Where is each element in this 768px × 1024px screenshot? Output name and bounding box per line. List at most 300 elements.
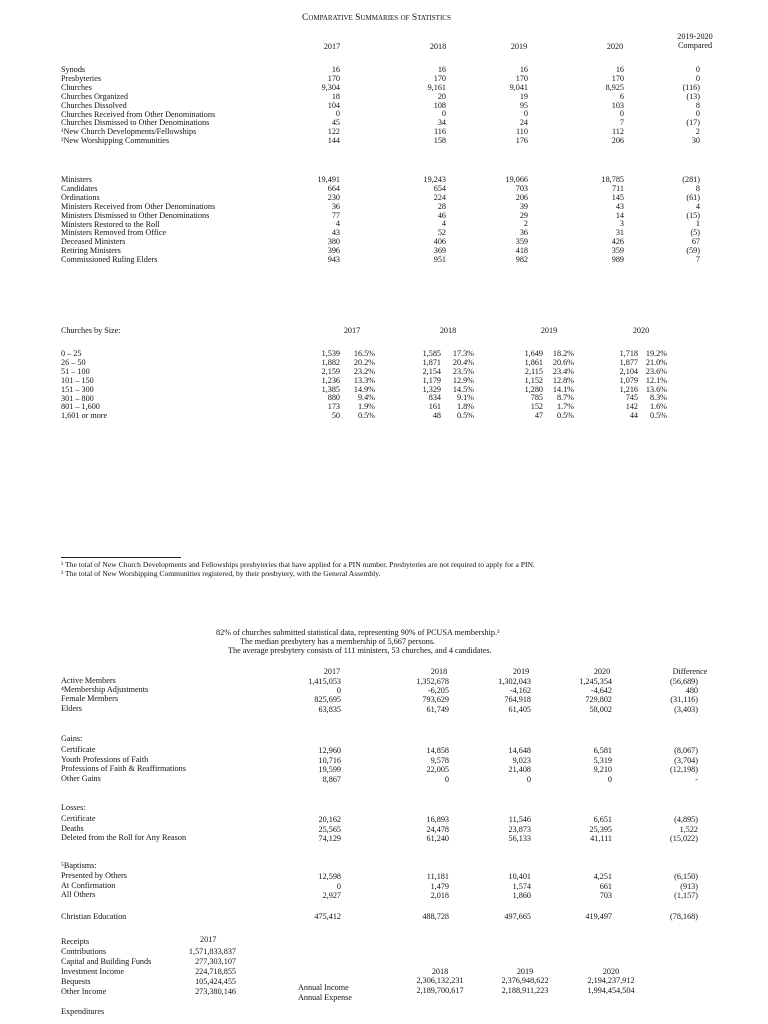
mem-col bbox=[628, 815, 698, 844]
stats-col-cell: 9,041 bbox=[509, 82, 528, 92]
mem-col bbox=[461, 872, 531, 901]
size-count-col-cell: 1,649 bbox=[524, 349, 543, 358]
stats-col-cell: 52 bbox=[437, 228, 446, 238]
stats-col-cell: 67 bbox=[691, 237, 700, 247]
size-count-col-cell: 1,236 bbox=[321, 375, 340, 385]
stats-col-cell: 0 bbox=[523, 109, 528, 119]
mem-row-label bbox=[61, 815, 257, 824]
stats-col-cell: 943 bbox=[327, 255, 340, 265]
stats-row-label bbox=[61, 212, 257, 221]
size-row-label bbox=[61, 395, 295, 404]
size-count-col-cell: 50 bbox=[331, 411, 340, 421]
stats-col-cell: 0 bbox=[695, 65, 700, 74]
stats-col-cell: 19,491 bbox=[317, 175, 340, 184]
mem-col-cell: 8,867 bbox=[322, 774, 341, 784]
stats-row-label-text: Ministers Removed from Office bbox=[61, 229, 167, 238]
size-pct-col-cell: 16.5% bbox=[353, 349, 375, 358]
stats-row-label bbox=[61, 229, 257, 238]
stats-col-cell: (5) bbox=[690, 228, 700, 238]
size-row-label-text: 1,601 or more bbox=[61, 412, 108, 421]
size-pct-col-cell: 13.6% bbox=[645, 384, 667, 394]
summary-line-3: The average presbytery consists of 111 ministers, 53 churches, and 4 candidates. bbox=[228, 646, 492, 655]
stats-row-label bbox=[61, 185, 257, 194]
mem-col bbox=[542, 872, 612, 901]
receipt-value: 224,718,855 bbox=[195, 967, 236, 976]
size-pct-col-cell: 9.4% bbox=[357, 393, 375, 403]
size-count-col-cell: 1,280 bbox=[524, 384, 543, 394]
annual-cell: 2,306,132,231 bbox=[416, 976, 464, 985]
size-pct-col-cell: 12.8% bbox=[552, 375, 574, 385]
receipt-label: Investment Income bbox=[61, 967, 124, 976]
stats-col-cell: 18,785 bbox=[601, 175, 624, 184]
mem-col-cell: - bbox=[695, 774, 698, 784]
stats-col-cell: 426 bbox=[611, 237, 624, 247]
stats-compared-header: Compared bbox=[677, 41, 713, 50]
size-count-col-cell: 1,877 bbox=[619, 357, 638, 367]
mem-col bbox=[379, 677, 449, 714]
size-pct-col-cell: 14.1% bbox=[552, 384, 574, 394]
annual-cell: 2,376,948,622 bbox=[501, 976, 549, 985]
size-count-col-cell: 173 bbox=[327, 402, 340, 412]
size-pct-col-cell: 23.2% bbox=[353, 366, 375, 376]
stats-col-cell: 8,925 bbox=[605, 82, 624, 92]
mem-col-cell: 12,960 bbox=[318, 746, 341, 755]
annual-cell: 1,994,454,504 bbox=[587, 986, 635, 995]
mem-col-cell: 41,111 bbox=[590, 834, 612, 844]
mem-row-label bbox=[61, 746, 257, 755]
stats-col-cell: 36 bbox=[519, 228, 528, 238]
mem-col-cell: 56,133 bbox=[508, 834, 531, 844]
stats-col-cell: 380 bbox=[327, 237, 340, 247]
stats-col-cell: 158 bbox=[433, 136, 446, 146]
mem-row-label bbox=[61, 695, 257, 704]
size-count-col-cell: 1,871 bbox=[422, 357, 441, 367]
size-count-col-cell: 152 bbox=[530, 402, 543, 412]
annual-cell: 2,189,700,617 bbox=[416, 986, 464, 995]
stats-row-label-text: Ministers Restored to the Roll bbox=[61, 220, 160, 229]
summary-line-2: The median presbytery has a membership of 5,667 persons. bbox=[240, 637, 436, 646]
mem-col-cell: (6,150) bbox=[674, 872, 698, 881]
size-pct-col-cell: 8.7% bbox=[556, 393, 574, 403]
receipt-label: Capital and Building Funds bbox=[61, 957, 152, 966]
mem-col bbox=[379, 746, 449, 784]
mem-col bbox=[379, 872, 449, 901]
mem-row-label-text: Certificate bbox=[61, 746, 96, 754]
size-count-col-cell: 834 bbox=[428, 393, 441, 403]
stats-col-cell: 19 bbox=[519, 91, 528, 101]
mem-row-label-text: All Others bbox=[61, 891, 96, 900]
mem-row-label bbox=[61, 705, 257, 714]
mem-row-label bbox=[61, 872, 257, 881]
mem-col-cell: 2,018 bbox=[430, 891, 449, 901]
mem-row-label-text: Other Gains bbox=[61, 774, 101, 783]
stats-row-label-text: Ministers Received from Other Denominations bbox=[61, 202, 216, 211]
stats-col-cell: 989 bbox=[611, 255, 624, 265]
stats-col-cell: 4 bbox=[335, 219, 340, 229]
size-count-col-cell: 1,152 bbox=[524, 375, 543, 385]
stats-col-cell: 2 bbox=[523, 219, 528, 229]
mem-col bbox=[271, 746, 341, 784]
stats-row-label-text: Commissioned Ruling Elders bbox=[61, 256, 158, 265]
stats-row-label-text: Synods bbox=[61, 66, 86, 74]
stats-col bbox=[640, 66, 700, 146]
size-row-label bbox=[61, 368, 295, 377]
stats-col-cell: 34 bbox=[437, 118, 446, 128]
receipt-value: 277,303,107 bbox=[195, 957, 236, 966]
stats-row-label-text: Ordinations bbox=[61, 193, 100, 202]
mem-row-label-text: ⁴Membership Adjustments bbox=[61, 686, 149, 695]
mem-row-label bbox=[61, 686, 257, 695]
mem-col-cell: 63,835 bbox=[318, 704, 341, 714]
stats-col-cell: (281) bbox=[682, 175, 700, 184]
mem-col-cell: 1,860 bbox=[512, 891, 531, 901]
mem-col-cell: 1,415,053 bbox=[308, 677, 341, 686]
stats-col bbox=[386, 176, 446, 265]
mem-col-cell: 703 bbox=[599, 891, 612, 901]
stats-col bbox=[564, 176, 624, 265]
stats-col-cell: 144 bbox=[327, 136, 340, 146]
stats-col-cell: 176 bbox=[515, 136, 528, 146]
annual-year-header: 2018 bbox=[431, 967, 449, 976]
mem-col-cell: (1,157) bbox=[674, 891, 698, 901]
mem-col-cell: 5,319 bbox=[593, 755, 612, 765]
mem-col-cell: -4,162 bbox=[509, 686, 531, 696]
stats-col-cell: 982 bbox=[515, 255, 528, 265]
stats-col-cell: 145 bbox=[611, 192, 624, 202]
size-count-col-cell: 1,882 bbox=[321, 357, 340, 367]
mem-diff-header: Difference bbox=[672, 667, 708, 676]
mem-col-cell: (56,689) bbox=[670, 677, 698, 686]
stats-row-label-text: ¹New Church Developments/Fellowships bbox=[61, 128, 197, 137]
stats-row-label-text: Retiring Ministers bbox=[61, 247, 121, 256]
mem-col-cell: 12,598 bbox=[318, 872, 341, 881]
stats-row-label bbox=[61, 111, 257, 120]
size-count-col bbox=[300, 350, 340, 421]
ce-row-label bbox=[61, 913, 257, 922]
mem-col-cell: 0 bbox=[336, 881, 341, 891]
stats-col-cell: 170 bbox=[327, 73, 340, 83]
stats-col bbox=[564, 66, 624, 146]
receipt-value: 105,424,455 bbox=[195, 977, 236, 986]
mem-col-cell: 9,023 bbox=[512, 755, 531, 765]
mem-row-label bbox=[61, 775, 257, 784]
mem-col-cell: (4,895) bbox=[674, 815, 698, 824]
mem-col-cell: -6,205 bbox=[427, 686, 449, 696]
mem-row-label bbox=[61, 834, 257, 843]
stats-row-label-text: Presbyteries bbox=[61, 74, 102, 83]
annual-label: Annual Expense bbox=[298, 993, 352, 1002]
size-pct-col-cell: 1.9% bbox=[357, 402, 375, 412]
stats-col-cell: 95 bbox=[519, 100, 528, 110]
size-row-label bbox=[61, 377, 295, 386]
stats-row-label bbox=[61, 203, 257, 212]
stats-col-cell: 951 bbox=[433, 255, 446, 265]
stats-col-cell: 20 bbox=[437, 91, 446, 101]
stats-col bbox=[468, 66, 528, 146]
mem-col bbox=[628, 677, 698, 714]
mem-col-cell: 6,651 bbox=[593, 815, 612, 824]
mem-col-cell: 10,401 bbox=[508, 872, 531, 881]
stats-row-label bbox=[61, 84, 257, 93]
mem-col-cell: 16,893 bbox=[426, 815, 449, 824]
size-pct-col-cell: 23.4% bbox=[552, 366, 574, 376]
size-pct-col-cell: 14.9% bbox=[353, 384, 375, 394]
mem-col bbox=[271, 677, 341, 714]
stats-col-cell: 0 bbox=[335, 109, 340, 119]
stats-col-cell: 654 bbox=[433, 183, 446, 193]
stats-col-cell: 359 bbox=[611, 246, 624, 256]
stats-col-cell: 31 bbox=[615, 228, 624, 238]
mem-col-cell: 10,716 bbox=[318, 755, 341, 765]
mem-row-label-text: Female Members bbox=[61, 695, 119, 704]
ce-cell: 419,497 bbox=[585, 912, 612, 921]
mem-row-label-text: Deaths bbox=[61, 824, 84, 833]
stats-row-label bbox=[61, 221, 257, 230]
stats-col-cell: 19,066 bbox=[505, 175, 528, 184]
page-title: Comparative Summaries of Statistics bbox=[302, 13, 451, 23]
size-count-col-cell: 1,079 bbox=[619, 375, 638, 385]
size-year-header: 2018 bbox=[439, 326, 457, 335]
stats-row-label-text: Churches Received from Other Denominations bbox=[61, 110, 216, 119]
stats-col bbox=[386, 66, 446, 146]
stats-col-cell: 6 bbox=[619, 91, 624, 101]
size-count-col-cell: 745 bbox=[625, 393, 638, 403]
size-count-col-cell: 785 bbox=[530, 393, 543, 403]
size-pct-col-cell: 23.6% bbox=[645, 366, 667, 376]
annual-label: Annual Income bbox=[298, 983, 349, 992]
mem-row-label-text: Elders bbox=[61, 704, 82, 713]
stats-col-cell: 664 bbox=[327, 183, 340, 193]
size-pct-col-cell: 0.5% bbox=[556, 411, 574, 421]
mem-col-cell: 0 bbox=[336, 686, 341, 696]
size-year-header: 2020 bbox=[632, 326, 650, 335]
stats-col-cell: 2 bbox=[695, 127, 700, 137]
stats-col-cell: 369 bbox=[433, 246, 446, 256]
stats-year-header: 2019 bbox=[510, 42, 528, 51]
mem-col-cell: 25,395 bbox=[589, 824, 612, 834]
stats-row-label-text: Churches Dissolved bbox=[61, 101, 127, 110]
receipts-year: 2017 bbox=[200, 935, 217, 944]
mem-col bbox=[542, 677, 612, 714]
size-pct-col-cell: 14.5% bbox=[452, 384, 474, 394]
mem-row-label-text: Youth Professions of Faith bbox=[61, 755, 149, 764]
annual-year-header: 2019 bbox=[516, 967, 534, 976]
stats-col-cell: (116) bbox=[682, 82, 700, 92]
stats-row-label-text: Churches Organized bbox=[61, 92, 128, 101]
stats-col-cell: 0 bbox=[695, 109, 700, 119]
stats-year-header: 2020 bbox=[606, 42, 624, 51]
size-count-col-cell: 880 bbox=[327, 393, 340, 403]
stats-col-cell: 9,161 bbox=[427, 82, 446, 92]
stats-col-cell: (13) bbox=[686, 91, 700, 101]
ce-cell: (78,168) bbox=[670, 912, 698, 921]
stats-col-cell: 9,304 bbox=[321, 82, 340, 92]
stats-col-cell: 108 bbox=[433, 100, 446, 110]
stats-col-cell: (15) bbox=[686, 210, 700, 220]
mem-col-cell: 19,599 bbox=[318, 765, 341, 775]
receipt-label: Other Income bbox=[61, 987, 107, 996]
mem-row-label bbox=[61, 765, 257, 774]
size-count-col-cell: 1,216 bbox=[619, 384, 638, 394]
mem-col-cell: 1,352,678 bbox=[416, 677, 449, 686]
stats-col-cell: 16 bbox=[615, 65, 624, 74]
footnote-rule bbox=[61, 557, 181, 558]
stats-col bbox=[468, 176, 528, 265]
stats-col-cell: 4 bbox=[441, 219, 446, 229]
mem-col-cell: 1,574 bbox=[512, 881, 531, 891]
stats-col-cell: 396 bbox=[327, 246, 340, 256]
size-pct-col-cell: 20.6% bbox=[552, 357, 574, 367]
stats-col-cell: 0 bbox=[619, 109, 624, 119]
stats-col-cell: 7 bbox=[619, 118, 624, 128]
stats-col-cell: 0 bbox=[441, 109, 446, 119]
stats-col-cell: 206 bbox=[611, 136, 624, 146]
mem-col-cell: 9,578 bbox=[430, 755, 449, 765]
mem-col-cell: 20,162 bbox=[318, 815, 341, 824]
size-year-header: 2017 bbox=[343, 326, 361, 335]
stats-col-cell: (61) bbox=[686, 192, 700, 202]
stats-col-cell: 170 bbox=[433, 73, 446, 83]
size-count-col bbox=[598, 350, 638, 421]
stats-col-cell: 7 bbox=[695, 255, 700, 265]
size-row-label-text: 801 – 1,600 bbox=[61, 403, 100, 412]
mem-col-cell: 21,408 bbox=[508, 765, 531, 775]
stats-row-label bbox=[61, 102, 257, 111]
mem-col-cell: 764,918 bbox=[504, 695, 531, 705]
mem-col-cell: 1,479 bbox=[430, 881, 449, 891]
size-count-col-cell: 2,104 bbox=[619, 366, 638, 376]
mem-col bbox=[628, 872, 698, 901]
stats-year-header: 2018 bbox=[429, 42, 447, 51]
size-count-col-cell: 1,585 bbox=[422, 349, 441, 358]
gains-heading: Gains: bbox=[61, 734, 83, 743]
stats-row-label bbox=[61, 75, 257, 84]
stats-col-cell: 8 bbox=[695, 183, 700, 193]
stats-col-cell: 30 bbox=[691, 136, 700, 146]
ce-cell: 497,665 bbox=[504, 912, 531, 921]
mem-col-cell: 1,245,354 bbox=[579, 677, 612, 686]
size-heading: Churches by Size: bbox=[61, 326, 121, 335]
stats-col-cell: 16 bbox=[331, 65, 340, 74]
ce-cell: 475,412 bbox=[314, 912, 341, 921]
stats-col-cell: 24 bbox=[519, 118, 528, 128]
mem-col-cell: 14,648 bbox=[508, 746, 531, 755]
size-row-label-text: 101 – 150 bbox=[61, 376, 94, 385]
mem-col-cell: 61,405 bbox=[508, 704, 531, 714]
size-count-col-cell: 1,861 bbox=[524, 357, 543, 367]
mem-row-label-text: Certificate bbox=[61, 815, 96, 823]
mem-col bbox=[461, 815, 531, 844]
mem-row-label-text: Deleted from the Roll for Any Reason bbox=[61, 834, 187, 843]
size-pct-col-cell: 0.5% bbox=[357, 411, 375, 421]
mem-row-label-text: Presented by Others bbox=[61, 872, 127, 880]
size-count-col bbox=[401, 350, 441, 421]
stats-row-label bbox=[61, 119, 257, 128]
size-pct-col-cell: 9.1% bbox=[456, 393, 474, 403]
stats-row-label-text: ²New Worshipping Communities bbox=[61, 137, 170, 146]
stats-col-cell: 29 bbox=[519, 210, 528, 220]
size-count-col-cell: 1,179 bbox=[422, 375, 441, 385]
size-year-header: 2019 bbox=[540, 326, 558, 335]
mem-col-cell: (8,067) bbox=[674, 746, 698, 755]
stats-col-cell: 230 bbox=[327, 192, 340, 202]
mem-col bbox=[542, 746, 612, 784]
size-count-col-cell: 48 bbox=[432, 411, 441, 421]
stats-col-cell: 711 bbox=[612, 183, 624, 193]
summary-line-1: 82% of churches submitted statistical data, representing 90% of PCUSA membership.³ bbox=[216, 628, 500, 637]
size-pct-col-cell: 18.2% bbox=[552, 349, 574, 358]
size-pct-col-cell: 23.5% bbox=[452, 366, 474, 376]
stats-year-header: 2017 bbox=[323, 42, 341, 51]
mem-col-cell: 23,873 bbox=[508, 824, 531, 834]
stats-col-cell: 122 bbox=[327, 127, 340, 137]
size-count-col-cell: 161 bbox=[428, 402, 441, 412]
mem-row-label bbox=[61, 891, 257, 900]
stats-row-label bbox=[61, 176, 257, 185]
mem-row-label bbox=[61, 756, 257, 765]
size-pct-col-cell: 1.6% bbox=[649, 402, 667, 412]
mem-col-cell: 825,695 bbox=[314, 695, 341, 705]
stats-col-cell: 3 bbox=[619, 219, 624, 229]
annual-year-header: 2020 bbox=[602, 967, 620, 976]
size-pct-col bbox=[542, 350, 574, 421]
size-pct-col bbox=[343, 350, 375, 421]
size-row-label bbox=[61, 359, 295, 368]
size-pct-col-cell: 0.5% bbox=[456, 411, 474, 421]
size-row-label bbox=[61, 412, 295, 421]
size-count-col-cell: 1,718 bbox=[619, 349, 638, 358]
stats-col bbox=[640, 176, 700, 265]
ce-row-label-text: Christian Education bbox=[61, 913, 127, 921]
stats-col-cell: 43 bbox=[615, 201, 624, 211]
stats-col-cell: 418 bbox=[515, 246, 528, 256]
size-row-label-text: 51 – 100 bbox=[61, 367, 90, 376]
stats-col-cell: 77 bbox=[331, 210, 340, 220]
mem-row-label bbox=[61, 882, 257, 891]
size-count-col bbox=[503, 350, 543, 421]
mem-col-cell: 11,546 bbox=[508, 815, 531, 824]
mem-year-header: 2017 bbox=[323, 667, 341, 676]
stats-col-cell: (17) bbox=[686, 118, 700, 128]
stats-row-label bbox=[61, 238, 257, 247]
stats-row-label-text: Churches Dismissed to Other Denominations bbox=[61, 119, 210, 128]
size-pct-col-cell: 1.7% bbox=[556, 402, 574, 412]
mem-col-cell: 14,858 bbox=[426, 746, 449, 755]
size-pct-col-cell: 20.2% bbox=[353, 357, 375, 367]
mem-col bbox=[628, 746, 698, 784]
mem-col-cell: 0 bbox=[607, 774, 612, 784]
mem-col-cell: 0 bbox=[444, 774, 449, 784]
size-count-col-cell: 1,539 bbox=[321, 349, 340, 358]
mem-col-cell: 25,565 bbox=[318, 824, 341, 834]
size-row-label bbox=[61, 386, 295, 395]
size-pct-col-cell: 12.9% bbox=[452, 375, 474, 385]
mem-row-label bbox=[61, 677, 257, 686]
size-count-col-cell: 1,385 bbox=[321, 384, 340, 394]
size-row-label bbox=[61, 403, 295, 412]
mem-col bbox=[542, 815, 612, 844]
mem-col-cell: 1,302,043 bbox=[498, 677, 531, 686]
stats-col-cell: 16 bbox=[519, 65, 528, 74]
stats-row-label bbox=[61, 66, 257, 75]
stats-col-cell: 8 bbox=[695, 100, 700, 110]
size-count-col-cell: 2,154 bbox=[422, 366, 441, 376]
stats-col-cell: 16 bbox=[437, 65, 446, 74]
mem-col-cell: 1,522 bbox=[679, 824, 698, 834]
size-count-col-cell: 142 bbox=[625, 402, 638, 412]
stats-col-cell: 170 bbox=[515, 73, 528, 83]
stats-row-label bbox=[61, 93, 257, 102]
